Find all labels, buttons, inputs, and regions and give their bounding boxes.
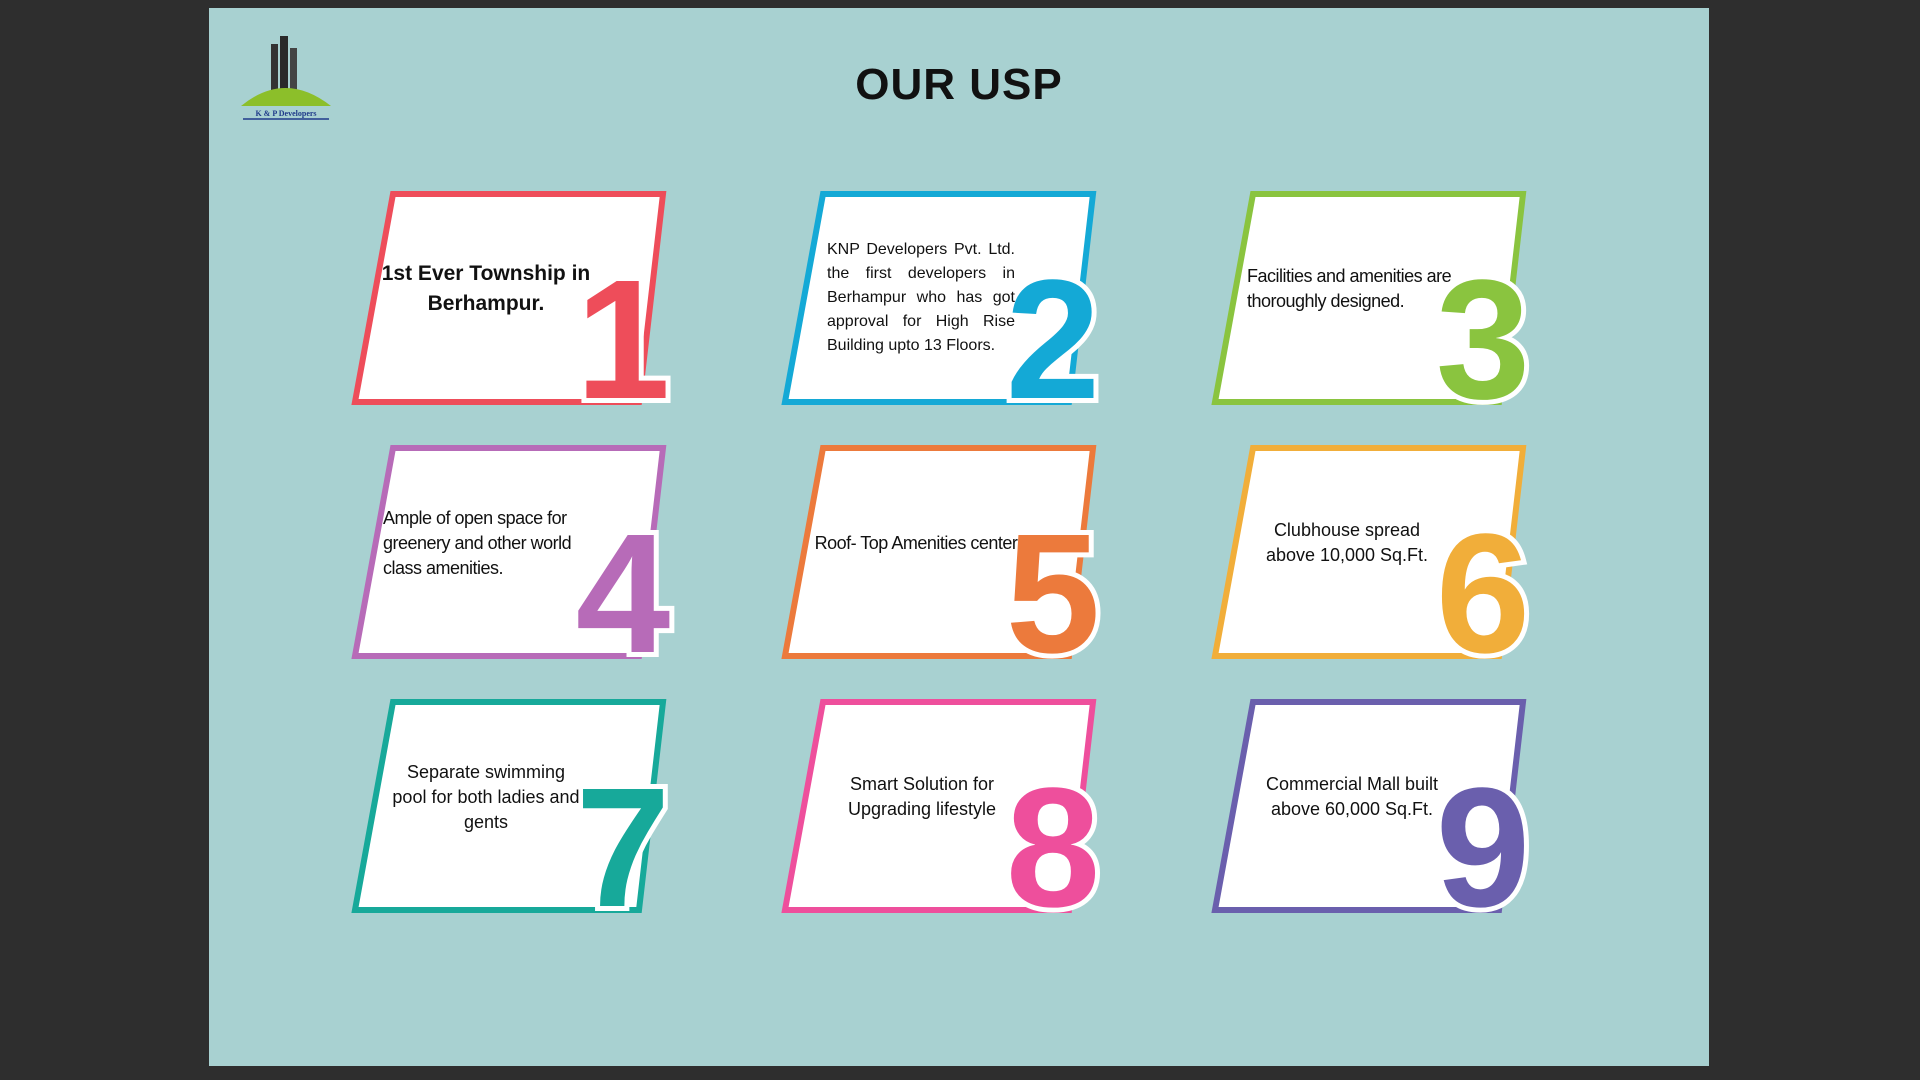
usp-number-7: 7: [575, 753, 671, 943]
usp-number-6: 6: [1435, 499, 1531, 689]
usp-number-9: 9: [1435, 753, 1531, 943]
usp-text-5: Roof- Top Amenities center: [814, 532, 1018, 553]
usp-card-8: [781, 692, 1111, 943]
usp-card-6: [1211, 438, 1541, 689]
usp-number-4: 4: [575, 499, 671, 689]
usp-card-3: [1211, 184, 1541, 435]
usp-number-3: 3: [1435, 245, 1531, 435]
usp-card-7: [351, 692, 681, 943]
usp-text-9: Commercial Mall built above 60,000 Sq.Ft.: [1265, 774, 1439, 819]
logo-caption: K & P Developers: [255, 109, 317, 118]
usp-text-7: Separate swimming pool for both ladies and gents: [392, 761, 580, 832]
usp-card-5: [781, 438, 1111, 689]
usp-text-3: Facilities and amenities are thoroughly designed.: [1247, 266, 1452, 311]
slide: [209, 8, 1709, 1066]
usp-card-4: [351, 438, 681, 689]
usp-text-4: Ample of open space for greenery and other world class amenities.: [383, 507, 572, 578]
usp-card-9: [1211, 692, 1541, 943]
usp-number-1: 1: [575, 245, 671, 435]
usp-text-6: Clubhouse spread above 10,000 Sq.Ft.: [1265, 520, 1429, 565]
usp-text-8: Smart Solution for Upgrading lifestyle: [847, 774, 997, 819]
usp-text-1: 1st Ever Township in Berhampur.: [381, 262, 591, 315]
usp-card-2: [781, 184, 1111, 435]
usp-number-2: 2: [1005, 245, 1101, 435]
page-title: OUR USP: [855, 60, 1063, 109]
usp-number-8: 8: [1005, 753, 1101, 943]
usp-text-2: KNP Developers Pvt. Ltd. the first developers in Berhampur who has got approval for High Rise Building upto 13 Floors.: [827, 241, 1015, 354]
usp-number-5: 5: [1005, 499, 1101, 689]
usp-card-1: [351, 184, 681, 435]
